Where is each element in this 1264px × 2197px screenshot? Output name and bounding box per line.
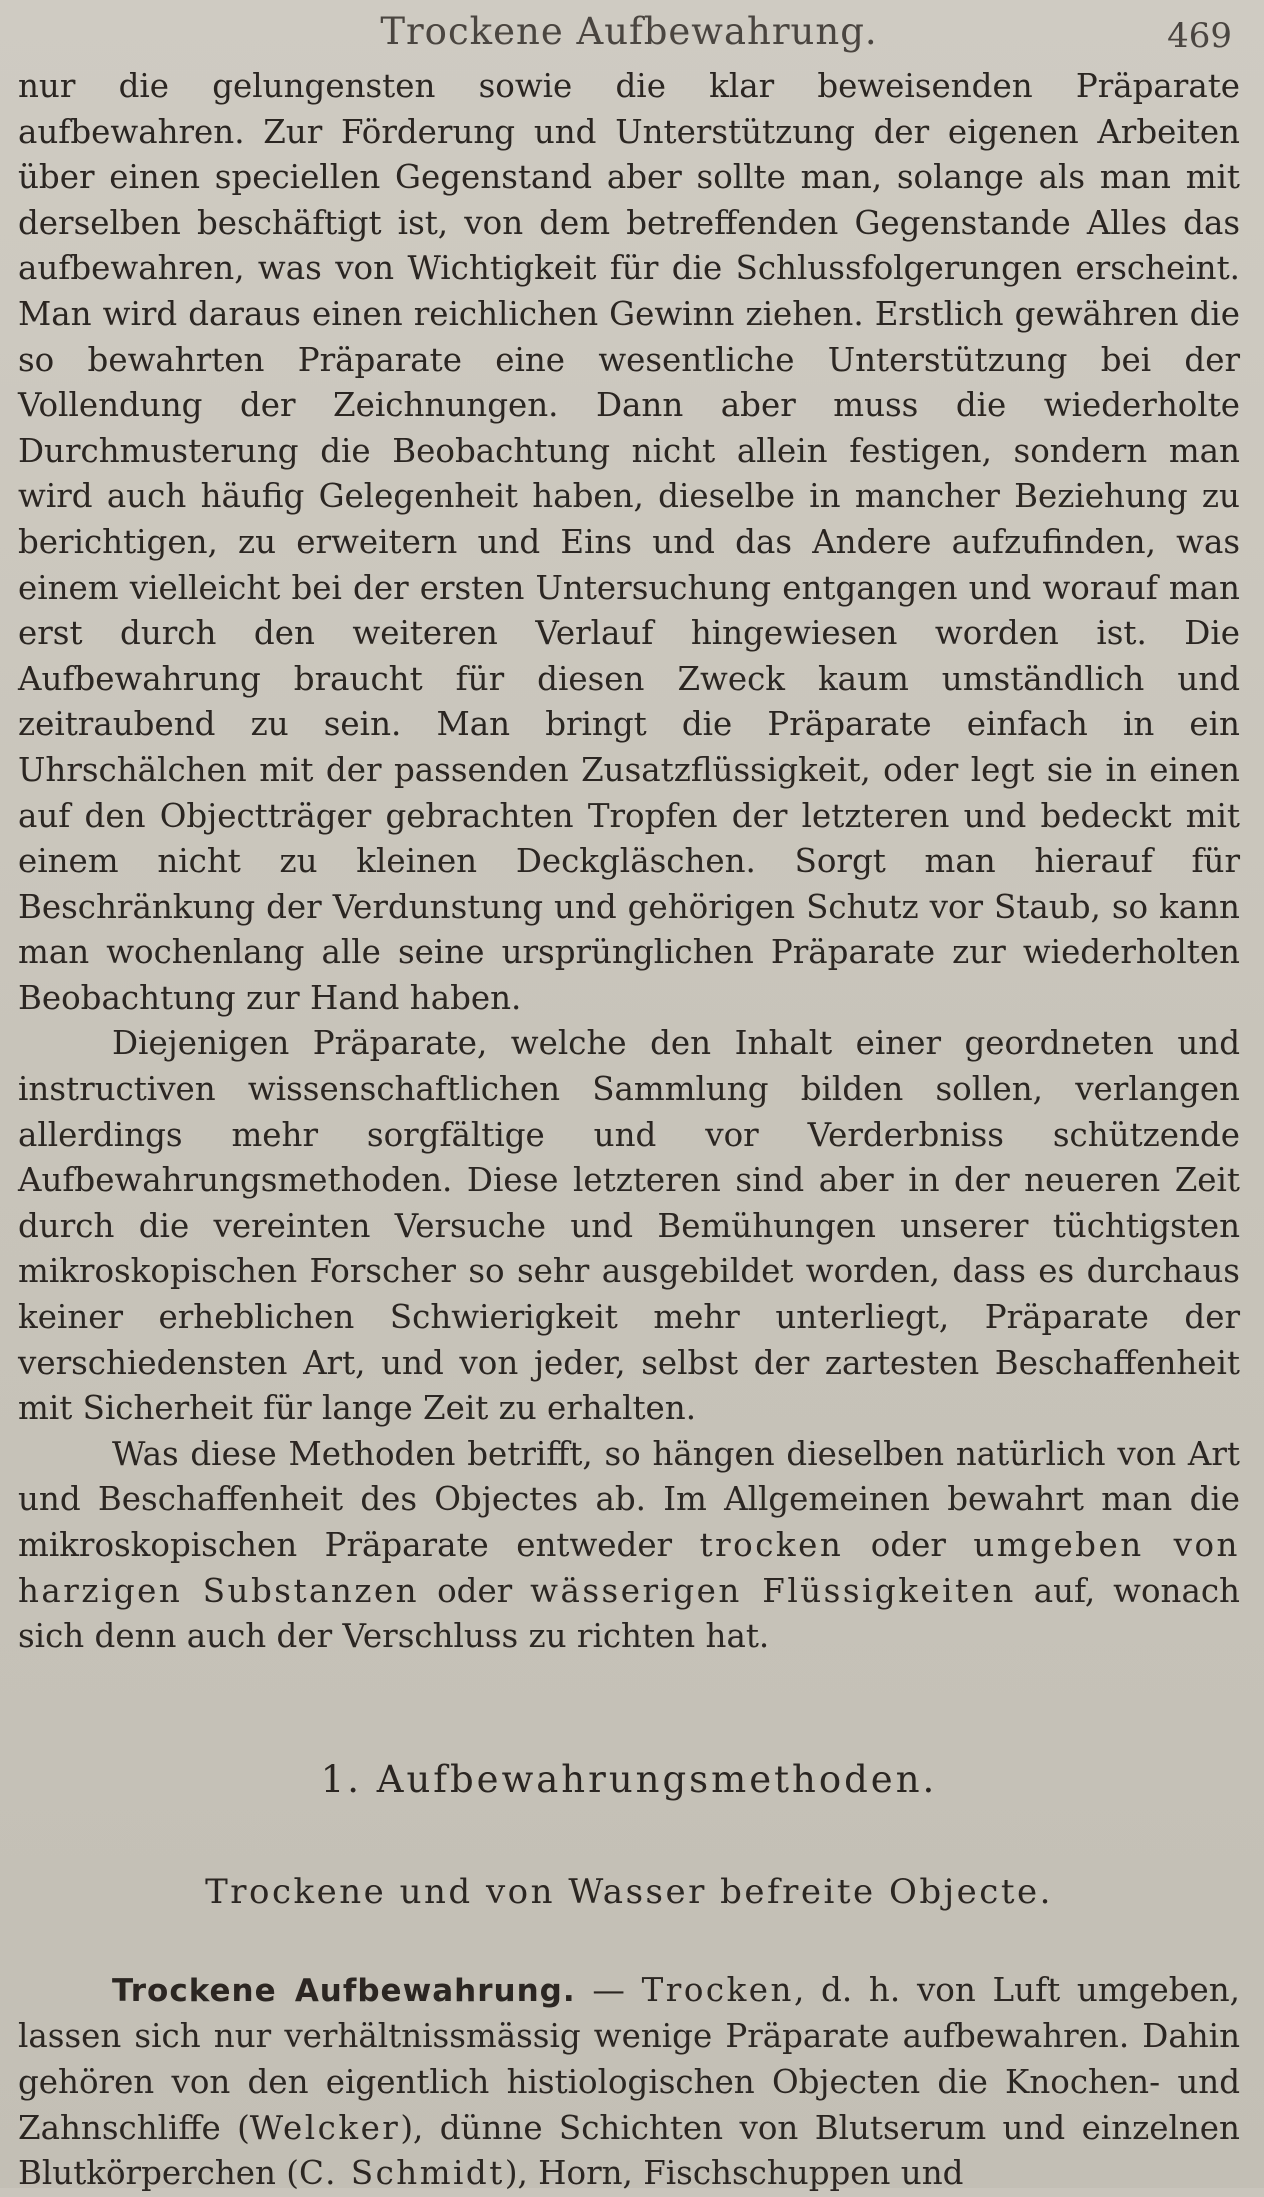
emphasis-waesserige-fluessigkeiten: wässerigen Flüssigkeiten [530,1571,1016,1610]
author-welcker: Welcker [249,2108,401,2147]
emphasis-trocken: trocken [699,1526,844,1564]
text-run: Was diese Methoden betrifft, so hängen dieselben natürlich von Art und Beschaffenheit des Objectes ab. Im Allgemeinen bewahrt man die mikroskopischen Präparate entweder [18,1434,1240,1564]
paragraph-continuation: nur die gelungensten sowie die klar beweisenden Präparate aufbewahren. Zur Förderung und Unterstützung der eigenen Arbeiten über einen speciellen Gegenstand aber sollte man, solange als man mit derselben beschäftigt ist, von dem betreffenden Gegenstande Alles das aufbewahren, was von Wichtigkeit für die Schlussfolgerungen erscheint. Man wird daraus einen reichlichen Gewinn ziehen. Erstlich gewähren die so bewahrten Präparate eine wesentliche Unterstützung bei der Vollendung der Zeichnungen. Dann aber muss die wiederholte Durchmusterung die Beobachtung nicht allein festigen, sondern man wird auch häufig Gelegenheit haben, dieselbe in mancher Beziehung zu berichtigen, zu erweitern und Eins und das Andere aufzufinden, was einem vielleicht bei der ersten Untersuchung entgangen und worauf man erst durch den weiteren Verlauf hingewiesen worden ist. Die Aufbewahrung braucht für diesen Zweck kaum umständlich und zeitraubend zu sein. Man bringt die Präparate einfach in ein Uhrschälchen mit der passenden Zusatzflüssigkeit, oder legt sie in einen auf den Objectträger gebrachten Tropfen der letzteren und bedeckt mit einem nicht zu kleinen Deckgläschen. Sorgt man hierauf für Beschränkung der Verdunstung und gehörigen Schutz vor Staub, so kann man wochenlang alle seine ursprünglichen Präparate zur wiederholten Beobachtung zur Hand haben. [18,67,1240,1017]
text-run: oder [843,1526,974,1564]
emphasis-trocken: Trocken [641,1970,794,2009]
body-text [18,64,1240,2197]
paragraph-trockene-aufbewahrung [18,1968,1240,2197]
text-run: , d. h. von Luft umgeben, lassen sich nur verhältnissmässig wenige Präparate aufbewahren. Dahin gehören von den eigentlich histiologischen Objecten die Knochen- und Zahnschliffe ( [18,1970,1240,2147]
run-in-heading: Trockene Aufbewahrung. [112,1972,576,2009]
text-run: — [575,1970,642,2009]
running-head [18,0,1240,64]
subsection-heading: Trockene und von Wasser befreite Objecte. [205,1871,1053,1912]
section-heading: 1. Aufbewahrungsmethoden. [320,1757,938,1801]
text-run: oder [419,1571,531,1610]
author-schmidt: C. Schmidt [298,2154,505,2193]
paragraph-methods [18,1432,1240,1660]
emphasis-harzige-substanzen: umgeben von harzigen Substanzen [18,1526,1240,1610]
text-run: ), Horn, Fischschuppen und [504,2154,964,2193]
paragraph-collections: Diejenigen Präparate, welche den Inhalt einer geordneten und instructiven wissenschaftlichen Sammlung bilden sollen, verlangen allerdings mehr sorgfältige und vor Verderbniss schützende Aufbewahrungsmethoden. Diese letzteren sind aber in der neueren Zeit durch die vereinten Versuche und Bemühungen unserer tüchtigsten mikroskopischen Forscher so sehr ausgebildet worden, dass es durchaus keiner erheblichen Schwierigkeit mehr unterliegt, Präparate der verschiedensten Art, und von jeder, selbst der zartesten Beschaffenheit mit Sicherheit für lange Zeit zu erhalten. [18,1024,1240,1428]
text-run: ), dünne Schichten von Blutserum und einzelnen Blutkörperchen ( [18,2108,1240,2193]
page-number: 469 [1167,16,1232,56]
text-run: auf, wonach sich denn auch der Verschluss zu richten hat. [18,1571,1240,1656]
running-title: Trockene Aufbewahrung. [380,10,878,53]
